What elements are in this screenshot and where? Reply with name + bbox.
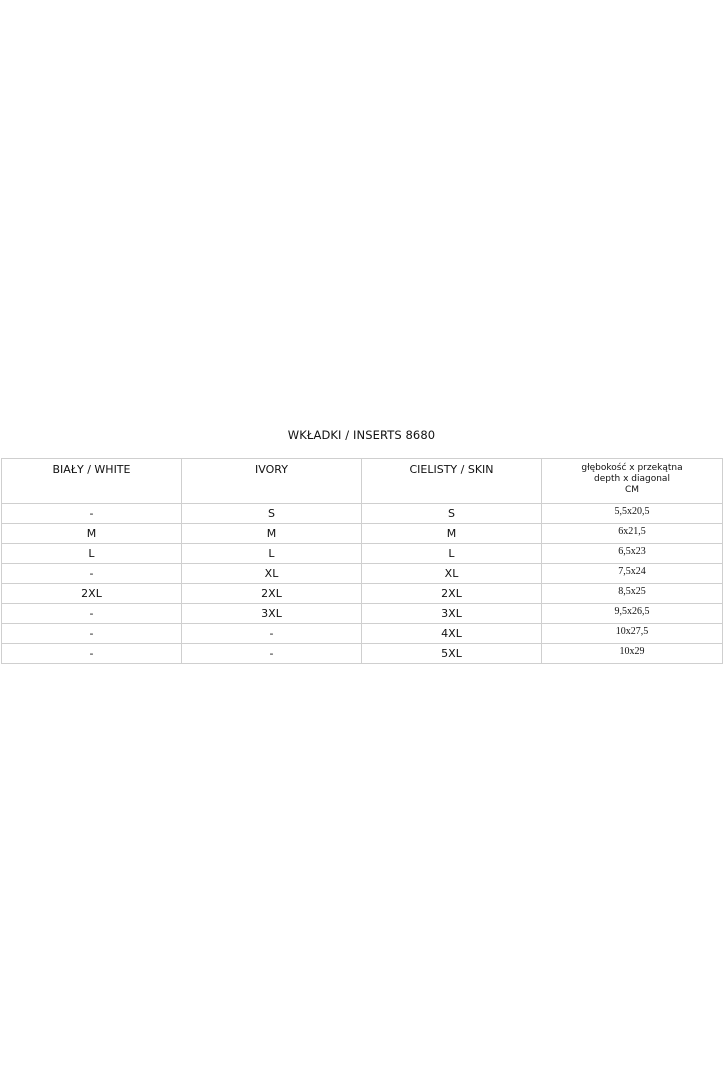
cell-white: -	[2, 564, 182, 584]
cell-skin: M	[362, 524, 542, 544]
cell-white: -	[2, 504, 182, 524]
cell-ivory: -	[182, 644, 362, 664]
table-row	[2, 504, 723, 524]
header-dimensions	[542, 459, 723, 504]
cell-white: -	[2, 604, 182, 624]
cell-white: -	[2, 624, 182, 644]
cell-dimensions: 8,5x25	[542, 584, 723, 604]
header-dimensions-en: depth x diagonal	[594, 474, 670, 484]
cell-dimensions: 6,5x23	[542, 544, 723, 564]
table-row	[2, 524, 723, 544]
cell-white: L	[2, 544, 182, 564]
cell-dimensions: 7,5x24	[542, 564, 723, 584]
cell-dimensions: 10x29	[542, 644, 723, 664]
cell-dimensions: 5,5x20,5	[542, 504, 723, 524]
cell-ivory: 2XL	[182, 584, 362, 604]
cell-skin: S	[362, 504, 542, 524]
header-ivory: IVORY	[182, 459, 362, 504]
header-skin: CIELISTY / SKIN	[362, 459, 542, 504]
cell-ivory: S	[182, 504, 362, 524]
table-row	[2, 584, 723, 604]
cell-ivory: 3XL	[182, 604, 362, 624]
cell-dimensions: 9,5x26,5	[542, 604, 723, 624]
table-header-row	[2, 459, 723, 504]
table-row	[2, 644, 723, 664]
cell-white: M	[2, 524, 182, 544]
header-dimensions-unit: CM	[624, 485, 640, 495]
header-white: BIAŁY / WHITE	[2, 459, 182, 504]
table-row	[2, 624, 723, 644]
cell-white: -	[2, 644, 182, 664]
cell-skin: L	[362, 544, 542, 564]
cell-skin: 3XL	[362, 604, 542, 624]
table-row	[2, 564, 723, 584]
cell-ivory: L	[182, 544, 362, 564]
table-row	[2, 604, 723, 624]
cell-dimensions: 6x21,5	[542, 524, 723, 544]
cell-skin: 4XL	[362, 624, 542, 644]
cell-ivory: XL	[182, 564, 362, 584]
cell-skin: XL	[362, 564, 542, 584]
cell-ivory: -	[182, 624, 362, 644]
header-dimensions-pl: głębokość x przekątna	[581, 463, 683, 473]
cell-skin: 2XL	[362, 584, 542, 604]
table-row	[2, 544, 723, 564]
inserts-size-table	[1, 458, 723, 664]
cell-white: 2XL	[2, 584, 182, 604]
table-title: WKŁADKI / INSERTS 8680	[287, 428, 436, 442]
cell-ivory: M	[182, 524, 362, 544]
cell-skin: 5XL	[362, 644, 542, 664]
cell-dimensions: 10x27,5	[542, 624, 723, 644]
